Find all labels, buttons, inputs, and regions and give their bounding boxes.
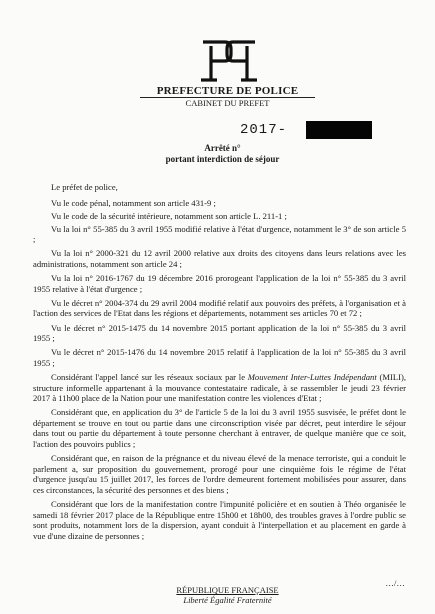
considerant-paragraph: Considérant que lors de la manifestation contre l'impunité policière et en soutien à Théo organisée le samedi 18 février 2017 place de la République entre 15h00 et 18h00, des troubles graves à l'ordre public se sont produits, notamment lors de la dispersion, ayant conduit à l'interpellation et au placement en garde à vue d'une dizaine de personnes ; xyxy=(33,498,406,541)
arrete-title-line2: portant interdiction de séjour xyxy=(165,154,280,164)
arrete-title-line1: Arrêté n° xyxy=(204,143,241,153)
visa-paragraph: Vu le code pénal, notamment son article 431-9 ; xyxy=(51,197,216,208)
visa-paragraph: Vu la loi n° 55-385 du 3 avril 1955 modifié relative à l'état d'urgence, notamment le 3° de son article 5 ; xyxy=(33,223,406,245)
considerant-paragraph: Considérant que, en raison de la prégnance et du niveau élevé de la menace terroriste, qui a conduit le parlement a, sur proposition du gouvernement, prorogé pour une cinquième fois le régime de l'état d'urgence jusqu'au 15 juillet 2017, les forces de l'ordre demeurent fortement mobilisées pour assurer, dans ces circonstances, la sécurité des personnes et des biens ; xyxy=(33,453,406,495)
prefecture-logo xyxy=(197,40,261,84)
republic-footer xyxy=(140,585,315,605)
visa-paragraph: Vu le décret n° 2015-1475 du 14 novembre 2015 portant application de la loi n° 55-385 du 3 avril 1955 ; xyxy=(33,322,406,344)
considerant-text: (MILI), structure informelle appartenant à la mouvance contestataire radicale, à se rassembler le jeudi 23 février 2017 à 11h00 place de la Nation pour une manifestation contre les violences d'Etat ; xyxy=(33,371,406,404)
redaction-block xyxy=(306,121,372,139)
salutation-paragraph: Le préfet de police, xyxy=(51,182,118,192)
visa-paragraph: Vu la loi n° 2000-321 du 12 avril 2000 relative aux droits des citoyens dans leurs relations avec les administrations, notamment son article 24 ; xyxy=(33,248,406,270)
republic-motto: Liberté Égalité Fraternité xyxy=(183,595,272,605)
continuation-mark: …/… xyxy=(385,578,405,588)
movement-name: Mouvement Inter-Luttes Indépendant xyxy=(247,371,377,382)
arrete-number-prefix: 2017- xyxy=(240,122,288,138)
visa-paragraph: Vu la loi n° 2016-1767 du 19 décembre 2016 prorogeant l'application de la loi n° 55-385 du 3 avril 1955 relative à l'état d'urgence ; xyxy=(33,273,406,294)
considerant-text: Considérant l'appel lancé sur les réseaux sociaux par le xyxy=(51,371,248,382)
cabinet-subtitle: CABINET DU PREFET xyxy=(185,98,270,108)
visa-paragraph: Vu le décret n° 2004-374 du 29 avril 2004 modifié relatif aux pouvoirs des préfets, à l'organisation et à l'action des services de l'Etat dans les régions et départements, notamment ses articles 70 et 72 ; xyxy=(33,297,406,319)
document-body xyxy=(33,182,406,545)
visa-paragraph: Vu le code de la sécurité intérieure, notamment son article L. 211-1 ; xyxy=(51,210,287,221)
prefecture-title: PREFECTURE DE POLICE xyxy=(140,85,315,98)
visa-paragraph: Vu le décret n° 2015-1476 du 14 novembre 2015 relatif à l'application de la loi n° 55-385 du 3 avril 1955 ; xyxy=(33,347,406,368)
arrete-title xyxy=(140,143,305,165)
considerant-paragraph: Considérant que, en application du 3° de l'article 5 de la loi du 3 avril 1955 susvisée, le préfet dont le département se trouve en tout ou partie dans une circonscription visée par décret, peut interdire le séjour dans tout ou partie du département à toute personne cherchant à entraver, de quelque manière que ce soit, l'action des pouvoirs publics ; xyxy=(33,407,406,449)
republic-label: RÉPUBLIQUE FRANÇAISE xyxy=(176,585,279,595)
considerant-paragraph xyxy=(33,372,406,404)
